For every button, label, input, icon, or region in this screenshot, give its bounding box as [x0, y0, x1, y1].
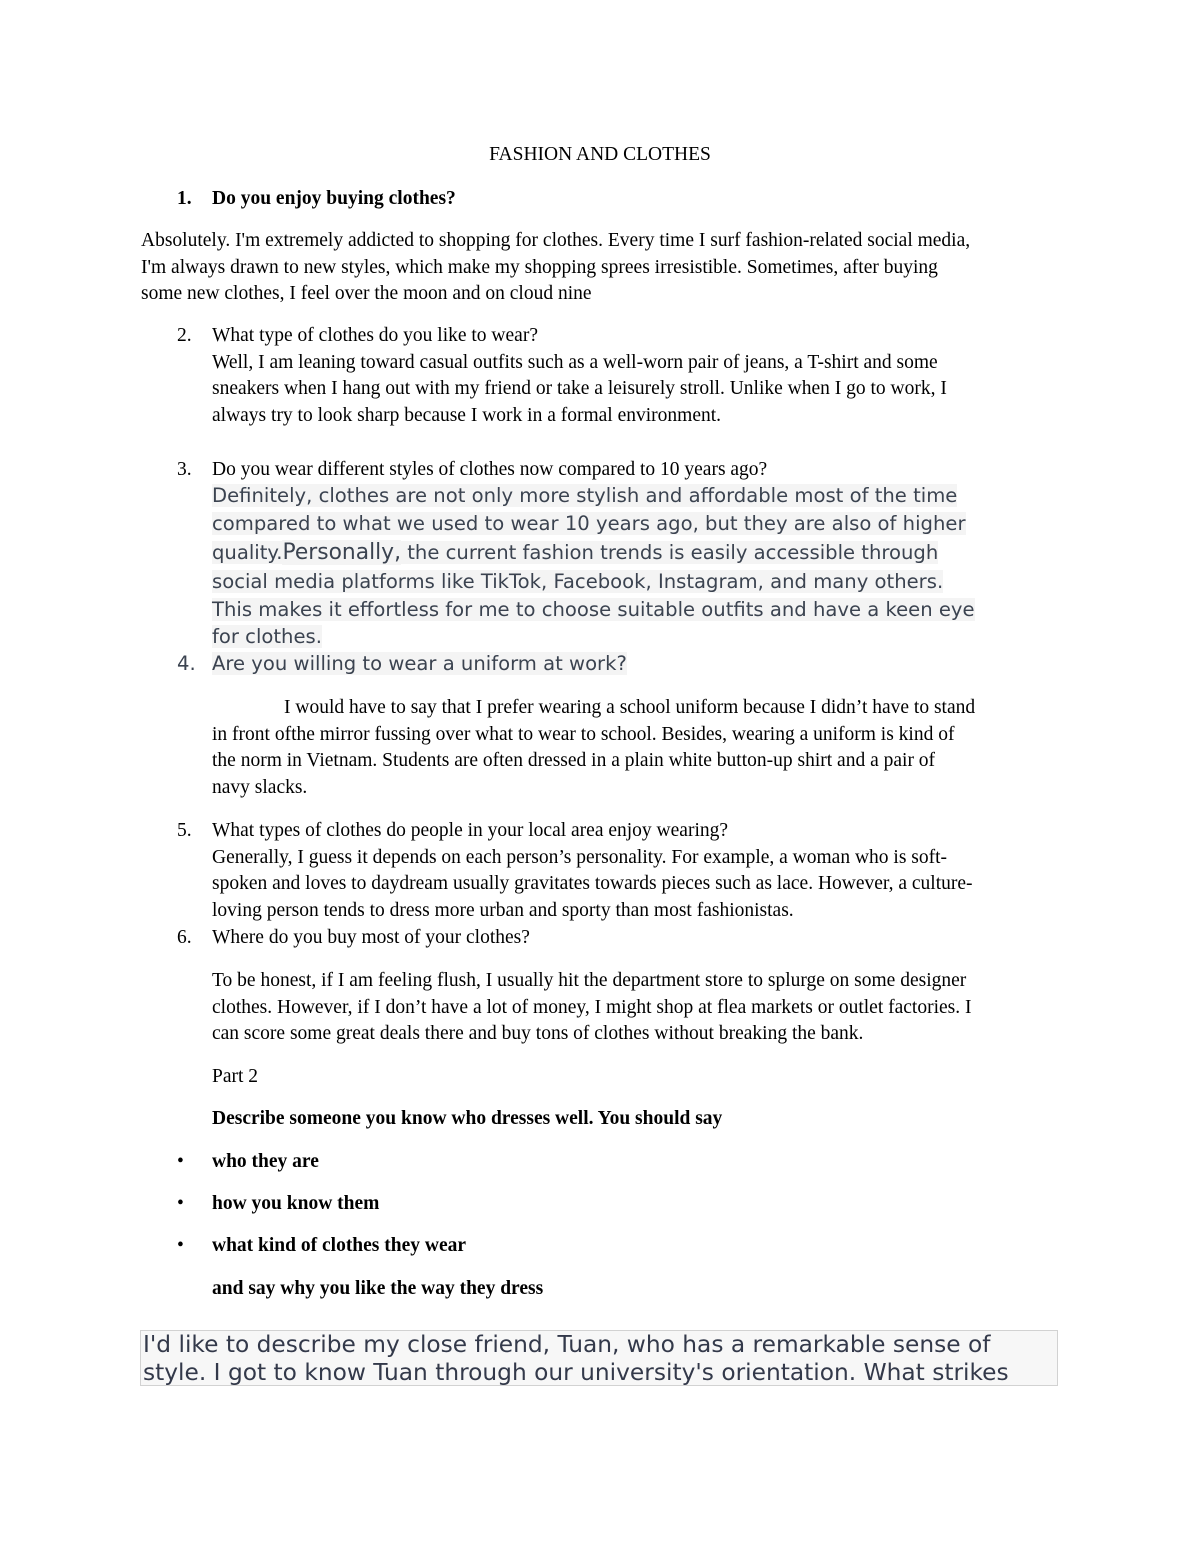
- part2-answer-box: [140, 1330, 1058, 1386]
- q3-answer-line: This makes it effortless for me to choose suitable outfits and have a keen eye: [212, 597, 975, 621]
- q1-number: 1.: [177, 188, 192, 209]
- page-title: FASHION AND CLOTHES: [489, 144, 711, 165]
- part2-heading: Part 2: [212, 1066, 259, 1087]
- part2-answer-line: style. I got to know Tuan through our university's orientation. What strikes: [143, 1358, 1009, 1386]
- q4-number: 4.: [177, 652, 196, 675]
- part2-prompt: Describe someone you know who dresses well. You should say: [212, 1108, 723, 1129]
- part2-bullet-item: how you know them: [212, 1193, 380, 1214]
- q3-question: Do you wear different styles of clothes now compared to 10 years ago?: [212, 459, 768, 480]
- q2-answer-line: sneakers when I hang out with my friend or take a leisurely stroll. Unlike when I go to work, I: [212, 378, 947, 400]
- q4-answer: [212, 695, 1072, 801]
- q3-answer-line: compared to what we used to wear 10 years ago, but they are also of higher: [212, 511, 966, 535]
- q3-answer-line: social media platforms like TikTok, Facebook, Instagram, and many others.: [212, 570, 944, 594]
- part2-bullet-item: what kind of clothes they wear: [212, 1235, 467, 1256]
- q4-answer-line: the norm in Vietnam. Students are often dressed in a plain white button-up shirt and a pair of: [212, 750, 936, 772]
- q4-answer-line: I would have to say that I prefer wearing a school uniform because I didn’t have to stand: [284, 697, 976, 718]
- bullet-icon: •: [177, 1235, 184, 1256]
- q3-answer-line: for clothes.: [212, 625, 322, 649]
- q4-question: Are you willing to wear a uniform at work?: [212, 652, 627, 675]
- bullet-icon: •: [177, 1151, 184, 1172]
- q2-answer-line: always try to look sharp because I work in a formal environment.: [212, 404, 722, 426]
- q1-answer: [141, 228, 1071, 308]
- q3-answer-line3-rest: the current fashion trends is easily accessible through: [401, 541, 939, 565]
- q1-question: Do you enjoy buying clothes?: [212, 188, 456, 209]
- q3-answer-line: Definitely, clothes are not only more stylish and affordable most of the time: [212, 484, 958, 507]
- q6-answer-line: clothes. However, if I don’t have a lot of money, I might shop at flea markets or outlet factories. I: [212, 996, 972, 1018]
- q4-answer-line: navy slacks.: [212, 776, 308, 798]
- q4-answer-line: in front ofthe mirror fussing over what to wear to school. Besides, wearing a uniform is kind of: [212, 723, 955, 745]
- q6-number: 6.: [177, 927, 192, 948]
- q2-answer-line: Well, I am leaning toward casual outfits such as a well-worn pair of jeans, a T-shirt and some: [212, 351, 938, 373]
- q3-answer-quality: quality.: [212, 541, 283, 565]
- q6-question: Where do you buy most of your clothes?: [212, 927, 530, 948]
- q6-answer-line: can score some great deals there and buy tons of clothes without breaking the bank.: [212, 1023, 864, 1045]
- q3-number: 3.: [177, 459, 192, 480]
- q1-answer-line: I'm always drawn to new styles, which make my shopping sprees irresistible. Sometimes, after buying: [141, 256, 938, 278]
- q1-answer-line: Absolutely. I'm extremely addicted to shopping for clothes. Every time I surf fashion-related social media,: [141, 230, 971, 251]
- q6-answer: [212, 968, 1072, 1048]
- part2-closing: and say why you like the way they dress: [212, 1278, 544, 1299]
- q6-answer-line: To be honest, if I am feeling flush, I usually hit the department store to splurge on some designer: [212, 970, 967, 991]
- q4-question-wrap: [212, 651, 627, 677]
- q2-question: What type of clothes do you like to wear?: [212, 325, 538, 346]
- q3-answer: [212, 482, 1072, 651]
- q5-question: What types of clothes do people in your local area enjoy wearing?: [212, 820, 729, 841]
- part2-answer-line: I'd like to describe my close friend, Tuan, who has a remarkable sense of: [143, 1331, 991, 1358]
- q5-answer-line: spoken and loves to daydream usually gravitates towards pieces such as lace. However, a culture-: [212, 873, 973, 895]
- q5-number: 5.: [177, 820, 192, 841]
- q5-answer-line: loving person tends to dress more urban and sporty than most fashionistas.: [212, 899, 794, 921]
- q2-number: 2.: [177, 325, 192, 346]
- q5-block: [212, 818, 1072, 924]
- q3-answer-personally: Personally,: [282, 540, 402, 566]
- q5-answer-line: Generally, I guess it depends on each person’s personality. For example, a woman who is soft-: [212, 846, 948, 868]
- q1-answer-line: some new clothes, I feel over the moon and on cloud nine: [141, 283, 592, 305]
- q2-block: [212, 323, 1072, 429]
- bullet-icon: •: [177, 1193, 184, 1214]
- part2-bullet-item: who they are: [212, 1151, 319, 1172]
